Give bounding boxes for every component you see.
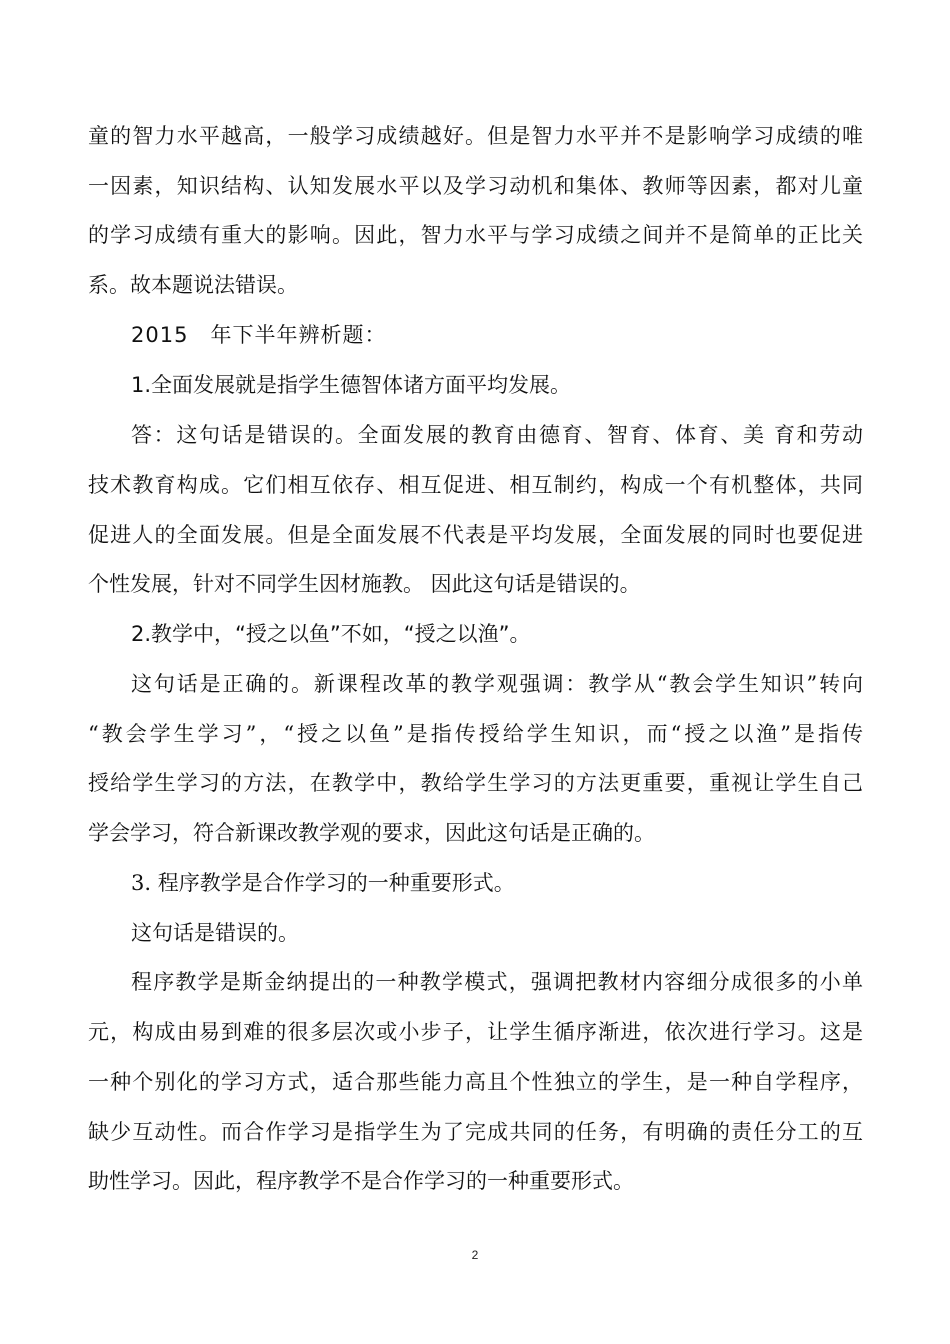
paragraph-line: 元，构成由易到难的很多层次或小步子，让学生循序渐进，依次进行学习。这是 bbox=[88, 1020, 863, 1044]
paragraph-line: 程序教学是斯金纳提出的一种教学模式，强调把教材内容细分成很多的小单 bbox=[131, 970, 863, 994]
paragraph-line: 的学习成绩有重大的影响。因此，智力水平与学习成绩之间并不是简单的正比关 bbox=[88, 223, 863, 247]
paragraph-line: “教会学生学习”，“授之以鱼”是指传授给学生知识，而“授之以渔”是指传 bbox=[88, 722, 863, 746]
paragraph-line: 一因素，知识结构、认知发展水平以及学习动机和集体、教师等因素，都对儿童 bbox=[88, 174, 863, 198]
paragraph-line: 童的智力水平越高，一般学习成绩越好。但是智力水平并不是影响学习成绩的唯 bbox=[88, 124, 863, 148]
paragraph-line: 一种个别化的学习方式，适合那些能力高且个性独立的学生，是一种自学程序， bbox=[88, 1070, 863, 1094]
paragraph-line: 系。故本题说法错误。 bbox=[88, 273, 298, 297]
paragraph-line: 个性发展，针对不同学生因材施教。 因此这句话是错误的。 bbox=[88, 572, 641, 596]
section-heading: 2015 年下半年辨析题： bbox=[131, 323, 387, 347]
question-title: 3. 程序教学是合作学习的一种重要形式。 bbox=[131, 871, 515, 895]
paragraph-line: 促进人的全面发展。但是全面发展不代表是平均发展，全面发展的同时也要促进 bbox=[88, 523, 863, 547]
paragraph-line: 技术教育构成。它们相互依存、相互促进、相互制约，构成一个有机整体，共同 bbox=[88, 473, 863, 497]
paragraph-line: 助性学习。因此，程序教学不是合作学习的一种重要形式。 bbox=[88, 1169, 634, 1193]
paragraph-line: 这句话是错误的。 bbox=[131, 921, 299, 945]
paragraph-line: 学会学习，符合新课改教学观的要求，因此这句话是正确的。 bbox=[88, 821, 655, 845]
question-title: 1.全面发展就是指学生德智体诸方面平均发展。 bbox=[131, 373, 572, 397]
paragraph-line: 缺少互动性。而合作学习是指学生为了完成共同的任务，有明确的责任分工的互 bbox=[88, 1120, 863, 1144]
paragraph-line: 这句话是正确的。新课程改革的教学观强调：教学从“教会学生知识”转向 bbox=[131, 672, 863, 696]
question-title: 2.教学中，“授之以鱼”不如，“授之以渔”。 bbox=[131, 622, 531, 646]
paragraph-line: 授给学生学习的方法，在教学中，教给学生学习的方法更重要，重视让学生自己 bbox=[88, 771, 863, 795]
page-number: 2 bbox=[471, 1248, 479, 1262]
paragraph-line: 答：这句话是错误的。全面发展的教育由德育、智育、体育、美 育和劳动 bbox=[131, 423, 863, 447]
